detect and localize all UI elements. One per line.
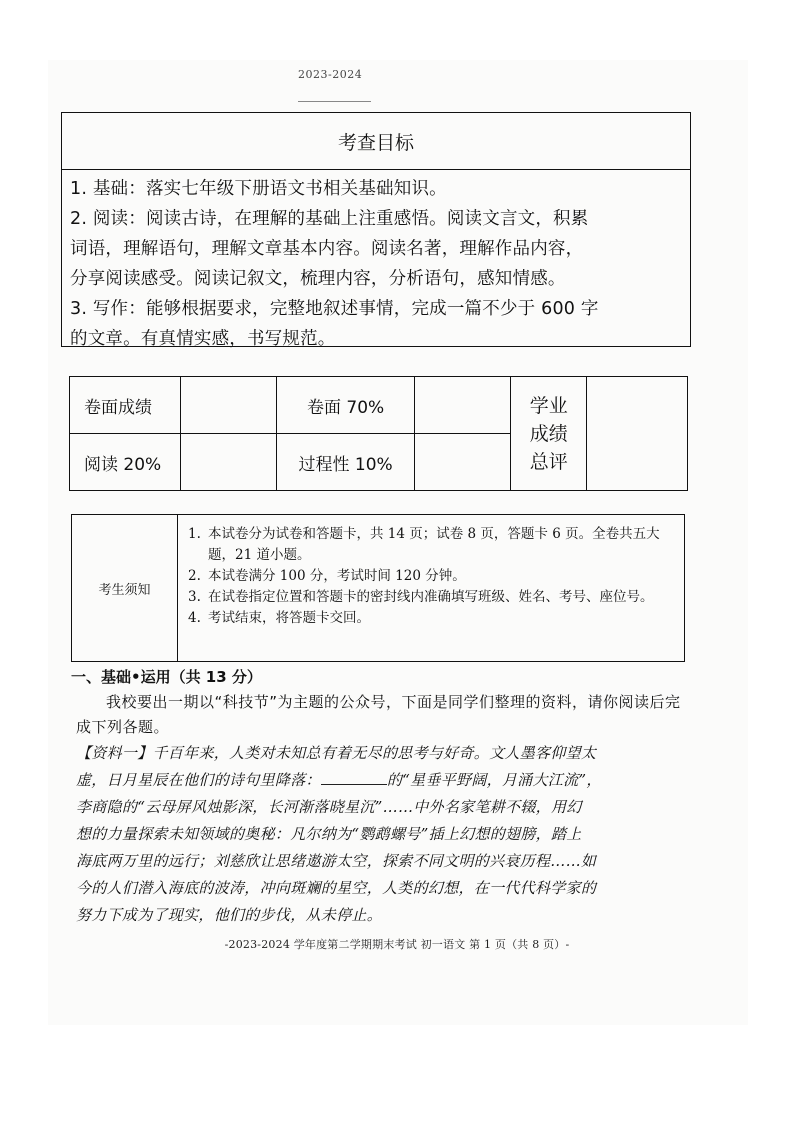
objectives-line: 词语，理解语句，理解文章基本内容。阅读名著，理解作品内容，	[70, 239, 584, 259]
objectives-box	[61, 112, 691, 347]
passage-line: 海底两万里的远行；刘慈欣让思绪遨游太空，探索不同文明的兴衰历程……如	[76, 852, 597, 870]
header-rule	[298, 101, 371, 102]
passage-line: 【资料一】千百年来，人类对未知总有着无尽的思考与好奇。文人墨客仰望太	[76, 744, 597, 762]
objectives-line: 2. 阅读：阅读古诗，在理解的基础上注重感悟。阅读文言文，积累	[70, 209, 589, 229]
paper-score-label: 卷面成绩	[70, 377, 181, 434]
material-passage	[76, 740, 691, 929]
paper-pct-cell[interactable]	[415, 377, 511, 434]
exam-notice-box	[71, 514, 685, 662]
notice-item-text: 在试卷指定位置和答题卡的密封线内准确填写班级、姓名、考号、座位号。	[208, 589, 654, 605]
notice-item	[188, 587, 676, 608]
total-label-line: 总评	[529, 450, 568, 473]
objectives-line: 的文章。有真情实感，书写规范。	[70, 329, 336, 349]
notice-label: 考生须知	[72, 515, 178, 661]
passage-line: 今的人们潜入海底的波涛，冲向斑斓的星空，人类的幻想，在一代代科学家的	[76, 879, 597, 897]
notice-item-number: 4.	[188, 610, 201, 626]
reading-pct-cell[interactable]	[180, 434, 276, 491]
notice-item	[188, 524, 676, 566]
passage-line: 李商隐的“云母屏风烛影深，长河渐落晓星沉”……中外名家笔耕不辍，用幻	[76, 798, 582, 816]
passage-line	[76, 767, 691, 794]
passage-line: 努力下成为了现实，他们的步伐，从未停止。	[76, 906, 383, 924]
total-label-line: 学业	[529, 394, 568, 417]
total-evaluation-cell[interactable]	[587, 377, 688, 491]
section-title: 一、基础•运用（共 13 分）	[71, 668, 262, 686]
score-table	[69, 376, 688, 491]
passage-text: 的“星垂平野阔，月涌大江流”，	[386, 771, 602, 789]
notice-item	[188, 608, 676, 629]
total-label-line: 成绩	[529, 422, 568, 445]
notice-body	[178, 515, 684, 661]
objectives-body	[62, 170, 690, 354]
notice-item-number: 3.	[188, 589, 201, 605]
process-pct-cell[interactable]	[415, 434, 511, 491]
objectives-line: 3. 写作：能够根据要求，完整地叙述事情，完成一篇不少于 600 字	[70, 299, 599, 319]
header-year: 2023-2024	[298, 68, 363, 81]
notice-item-text: 考试结束，将答题卡交回。	[208, 610, 370, 626]
objectives-line: 1. 基础：落实七年级下册语文书相关基础知识。	[70, 179, 447, 199]
notice-item-text: 本试卷分为试卷和答题卡，共 14 页；试卷 8 页，答题卡 6 页。全卷共五大题，21 道小题。	[208, 526, 660, 563]
paper-pct-label: 卷面 70%	[276, 377, 415, 434]
passage-line: 想的力量探索未知领域的奥秘：凡尔纳为“鹦鹉螺号”插上幻想的翅膀，踏上	[76, 825, 582, 843]
fill-in-blank[interactable]	[321, 770, 387, 785]
notice-item-number: 2.	[188, 568, 201, 584]
notice-item	[188, 566, 676, 587]
paper-score-cell[interactable]	[180, 377, 276, 434]
process-pct-label: 过程性 10%	[276, 434, 415, 491]
section-intro: 我校要出一期以“科技节”为主题的公众号，下面是同学们整理的资料，请你阅读后完成下列各题。	[76, 693, 681, 736]
total-evaluation-label	[511, 377, 587, 491]
objectives-title: 考查目标	[62, 113, 690, 170]
page-footer: -2023-2024 学年度第二学期期末考试 初一语文 第 1 页（共 8 页）-	[224, 938, 570, 951]
notice-item-text: 本试卷满分 100 分，考试时间 120 分钟。	[208, 568, 466, 584]
objectives-line: 分享阅读感受。阅读记叙文，梳理内容，分析语句，感知情感。	[70, 269, 566, 289]
passage-text: 虚，日月星辰在他们的诗句里降落：	[76, 771, 321, 789]
reading-pct-label: 阅读 20%	[70, 434, 181, 491]
notice-item-number: 1.	[188, 526, 201, 542]
